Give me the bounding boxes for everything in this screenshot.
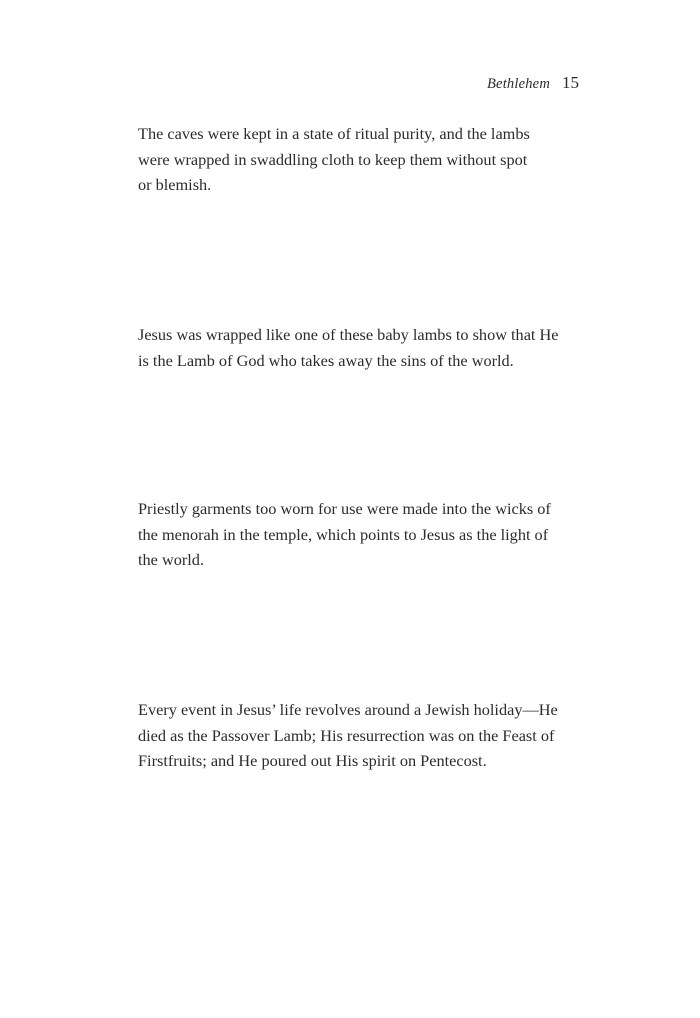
text-line: the world. xyxy=(138,550,205,569)
text-line: The caves were kept in a state of ritual purity, and the lambs xyxy=(138,124,530,143)
text-line: or blemish. xyxy=(138,175,212,194)
paragraph-lamb-of-god xyxy=(138,322,578,373)
text-line: were wrapped in swaddling cloth to keep them without spot xyxy=(138,149,528,169)
paragraph-ritual-purity xyxy=(138,121,578,198)
text-line: Every event in Jesus’ life revolves around a Jewish holiday—He xyxy=(138,700,558,719)
running-head xyxy=(487,72,579,95)
paragraph-jewish-holidays xyxy=(138,697,578,774)
text-line: Jesus was wrapped like one of these baby lambs to show that He xyxy=(138,325,559,344)
text-line: the menorah in the temple, which points to Jesus as the light of xyxy=(138,524,549,544)
paragraph-menorah-wicks xyxy=(138,496,578,573)
text-line: is the Lamb of God who takes away the sins of the world. xyxy=(138,350,514,370)
text-line: Firstfruits; and He poured out His spirit on Pentecost. xyxy=(138,751,487,770)
text-line: died as the Passover Lamb; His resurrection was on the Feast of xyxy=(138,725,555,745)
page-number: 15 xyxy=(562,73,579,92)
running-title: Bethlehem xyxy=(487,76,550,92)
text-line: Priestly garments too worn for use were made into the wicks of xyxy=(138,499,551,518)
